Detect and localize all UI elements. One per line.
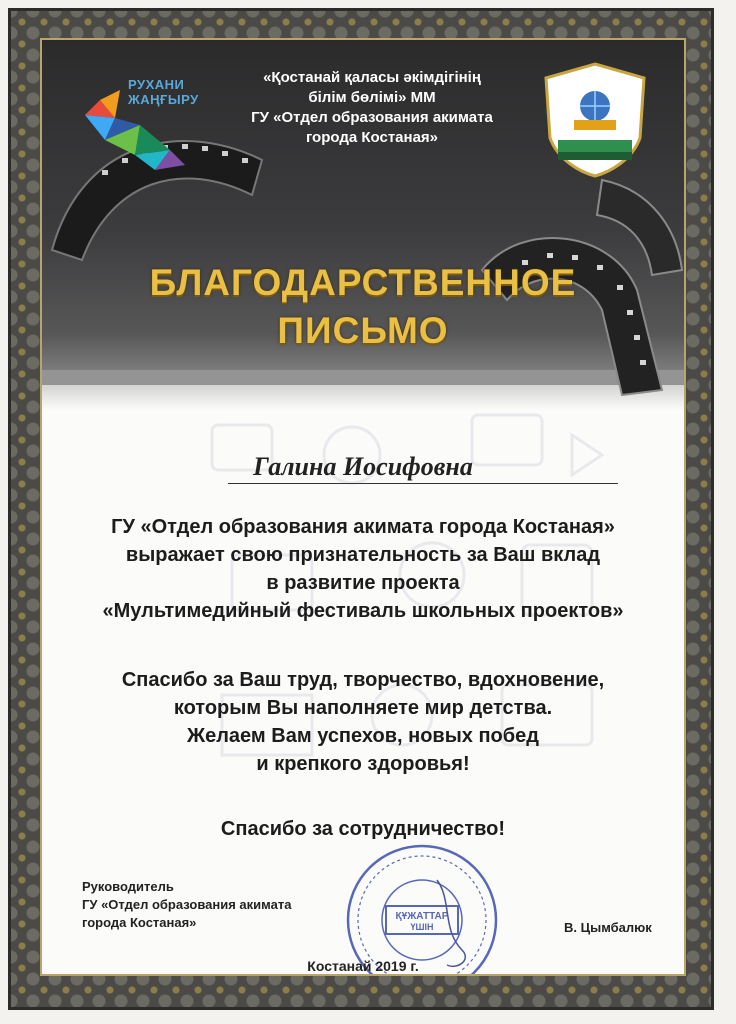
stamp-center-line2: ҮШІН xyxy=(410,922,434,932)
issuer-line-2: білім бөлімі» ММ xyxy=(308,89,436,106)
recipient-underline xyxy=(228,483,618,484)
signatory-name: В. Цымбалюк xyxy=(564,920,652,935)
gratitude-line-4: «Мультимедийный фестиваль школьных проектов» xyxy=(102,600,624,622)
letter-title-line1: БЛАГОДАРСТВЕННОЕ xyxy=(149,262,577,303)
wishes-line-3: Желаем Вам успехов, новых побед xyxy=(187,725,539,747)
recipient-name: Галина Иосифовна xyxy=(253,452,473,481)
wishes-line-2: которым Вы наполняете мир детства. xyxy=(173,697,553,719)
wishes-line-1: Спасибо за Ваш труд, творчество, вдохновение, xyxy=(121,669,605,691)
stamp-center-line1: ҚҰЖАТТАР xyxy=(395,911,449,922)
letter-title-line2: ПИСЬМО xyxy=(277,310,449,351)
signatory-role-line3: города Костаная» xyxy=(82,915,197,930)
issuer-line-1: «Қостанай қаласы әкімдігінің xyxy=(263,69,481,86)
logo-text-line2: ЖАҢҒЫРУ xyxy=(128,92,199,107)
gratitude-line-3: в развитие проекта xyxy=(266,572,460,594)
certificate-page xyxy=(40,38,686,976)
issuer-line-3: ГУ «Отдел образования акимата xyxy=(251,109,493,126)
signatory-role xyxy=(82,878,291,932)
wishes-paragraph xyxy=(42,666,684,778)
gratitude-paragraph xyxy=(42,513,684,625)
gratitude-line-2: выражает свою признательность за Ваш вклад xyxy=(125,544,601,566)
gratitude-line-1: ГУ «Отдел образования акимата города Костаная» xyxy=(111,516,615,538)
official-stamp-icon xyxy=(342,840,502,976)
education-department-emblem xyxy=(540,60,650,180)
issuer-header xyxy=(222,68,522,148)
wishes-line-4: и крепкого здоровья! xyxy=(256,753,470,775)
place-and-date: Костанай 2019 г. xyxy=(307,958,419,974)
signatory-role-line2: ГУ «Отдел образования акимата xyxy=(82,897,292,912)
signatory-role-line1: Руководитель xyxy=(82,879,174,894)
issuer-line-4: города Костаная» xyxy=(305,129,439,146)
logo-text-line1: РУХАНИ xyxy=(128,77,185,92)
closing-line: Спасибо за сотрудничество! xyxy=(220,818,506,840)
